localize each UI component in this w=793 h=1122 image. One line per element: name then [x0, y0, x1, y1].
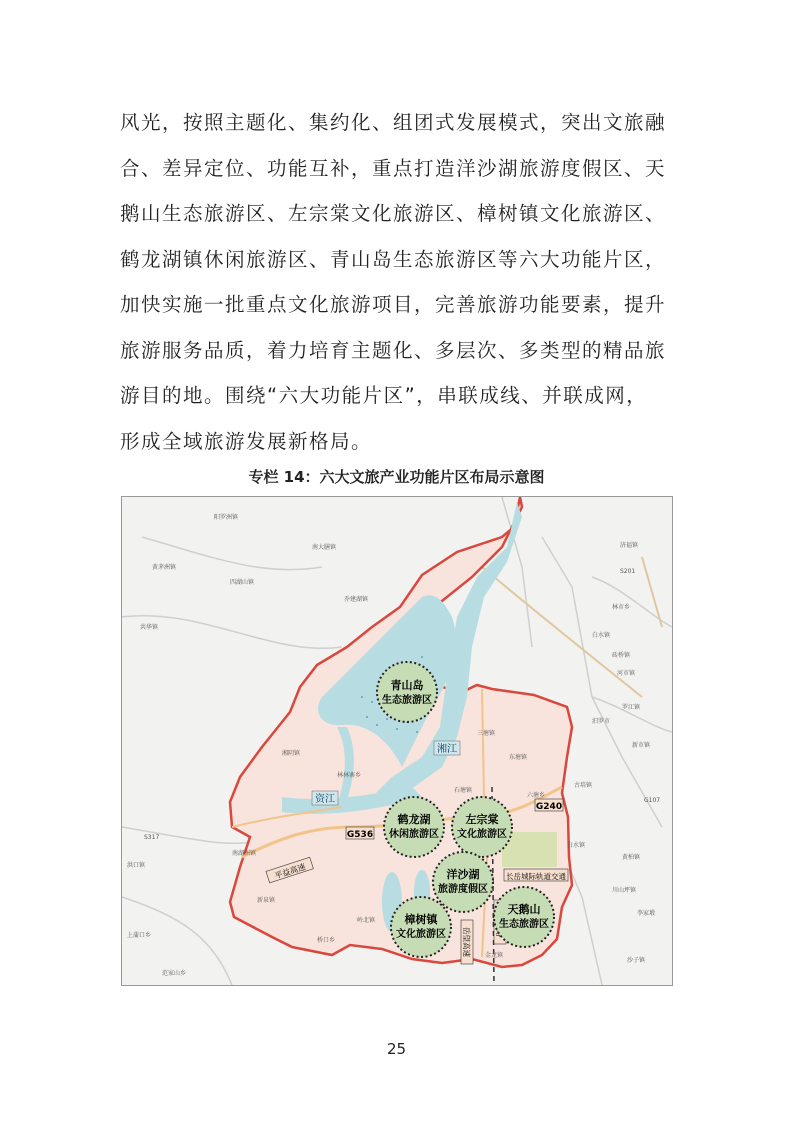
zone-type: 生态旅游区 [499, 919, 549, 930]
place-label: 湘阴镇 [282, 750, 301, 757]
road-label-g240: G240 [535, 802, 563, 812]
place-label: 桥口乡 [317, 937, 336, 944]
place-label: 林林寨乡 [337, 772, 362, 779]
road-label-pingyi: 平益高速 [273, 862, 307, 881]
zone-name: 青山岛 [390, 679, 424, 692]
paragraph-line: 形成全域旅游发展新格局。 [120, 429, 373, 453]
zone-zhangshuzhen[interactable] [391, 897, 451, 957]
place-label: 河市镇 [617, 670, 636, 677]
place-label: 汨罗市 [592, 718, 611, 725]
road-label-changyue: 长岳城际轨道交通 [506, 872, 566, 881]
place-label: 范家山乡 [162, 970, 187, 977]
place-label: 黄柏镇 [622, 854, 641, 861]
place-label: 上蒲口乡 [127, 932, 152, 939]
paragraph-line: 游目的地。围绕“六大功能片区”，串联成线、并联成网， [120, 384, 648, 407]
page-number: 25 [386, 1040, 407, 1058]
paragraph-line: 加快实施一批重点文化旅游项目，完善旅游功能要素，提升 [120, 293, 667, 316]
zone-tianeshan[interactable] [494, 887, 554, 947]
function-zone-map [121, 496, 673, 986]
zone-type: 文化旅游区 [457, 829, 507, 840]
map-svg [122, 497, 672, 985]
place-label: 岭北镇 [357, 917, 376, 924]
place-label: 罗江镇 [622, 704, 641, 711]
place-label: 三塘镇 [477, 730, 496, 737]
place-label: G107 [644, 797, 661, 804]
place-label: 石塘镇 [454, 787, 473, 794]
place-label: 济福镇 [620, 542, 639, 549]
road-label-g536: G536 [346, 830, 374, 840]
paragraph-line: 鹅山生态旅游区、左宗棠文化旅游区、樟树镇文化旅游区、 [120, 202, 667, 225]
place-label: 川山坪镇 [612, 887, 637, 894]
paragraph-line: 合、差异定位、功能互补，重点打造洋沙湖旅游度假区、天 [120, 156, 667, 180]
body-paragraph [120, 100, 680, 464]
paragraph-line: 风光，按照主题化、集约化、组团式发展模式，突出文旅融 [120, 111, 667, 134]
place-label: 沙子镇 [627, 957, 646, 964]
zone-name: 樟树镇 [404, 913, 438, 926]
place-label: 共华镇 [140, 624, 159, 631]
road-label-yueyang: 岳望高速 [462, 927, 471, 957]
zone-yangshahu[interactable] [433, 852, 493, 912]
river-label-zi: 资江 [315, 794, 335, 805]
zone-type: 休闲旅游区 [389, 829, 439, 840]
zone-name: 天鹅山 [507, 903, 541, 916]
place-label: 白水镇 [592, 632, 611, 639]
zone-zuozongtang[interactable] [452, 797, 512, 857]
place-label: 林市乡 [612, 604, 631, 611]
place-label: 新泉镇 [257, 897, 276, 904]
place-label: S201 [620, 568, 636, 575]
zone-name: 鹤龙湖 [397, 813, 431, 826]
place-label: 李家塅 [637, 910, 656, 917]
zone-type: 生态旅游区 [382, 695, 432, 706]
place-label: 乔建湖镇 [344, 596, 369, 603]
place-label: S317 [144, 834, 160, 841]
river-label-xiang: 湘江 [437, 744, 457, 755]
zone-helonghu[interactable] [384, 797, 444, 857]
place-label: 黄茅洲镇 [152, 564, 177, 571]
place-label: 东塘镇 [509, 754, 528, 761]
zone-type: 旅游度假区 [438, 884, 488, 895]
paragraph-line: 旅游服务品质，着力培育主题化、多层次、多类型的精品旅 [120, 338, 667, 362]
place-label: 四湖山镇 [230, 579, 255, 586]
place-label: 金龙镇 [485, 952, 504, 959]
place-label: 南大膳镇 [312, 544, 337, 551]
zone-name: 洋沙湖 [446, 868, 480, 881]
place-label: 砖桥镇 [612, 652, 631, 659]
place-label: 六塘乡 [527, 792, 546, 799]
place-label: 南湖洲镇 [232, 850, 257, 857]
place-label: 阳罗洲镇 [214, 514, 239, 521]
place-label: 古培镇 [574, 782, 593, 789]
paragraph-line: 鹤龙湖镇休闲旅游区、青山岛生态旅游区等六大功能片区， [120, 247, 667, 271]
place-label: 新市镇 [632, 742, 651, 749]
place-label: 白水镇 [567, 842, 586, 849]
zone-name: 左宗棠 [465, 813, 499, 826]
zone-type: 文化旅游区 [396, 929, 446, 940]
place-label: 洪口镇 [127, 862, 146, 869]
figure-caption: 专栏 14：六大文旅产业功能片区布局示意图 [248, 468, 545, 486]
zone-qingshandao[interactable] [377, 662, 437, 722]
